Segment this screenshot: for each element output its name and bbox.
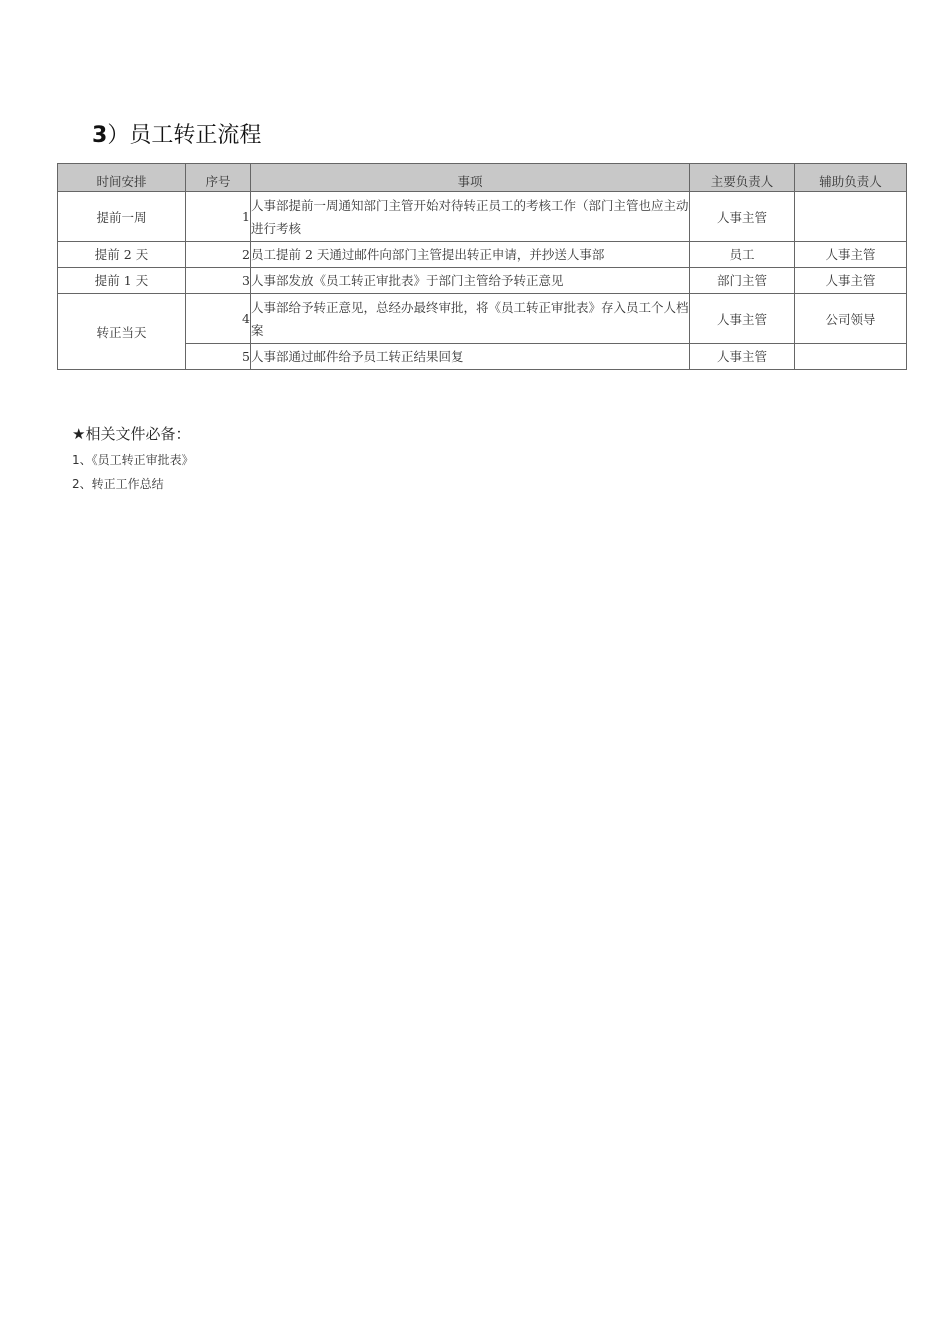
- cell-seq: 4: [186, 294, 251, 344]
- header-item: 事项: [251, 164, 690, 192]
- header-main-owner: 主要负责人: [690, 164, 795, 192]
- cell-seq: 1: [186, 192, 251, 242]
- cell-time: 提前一周: [58, 192, 186, 242]
- table-row: [58, 192, 907, 242]
- cell-main-owner: 员工: [690, 242, 795, 268]
- cell-main-owner: 人事主管: [690, 294, 795, 344]
- cell-item: 员工提前 2 天通过邮件向部门主管提出转正申请，并抄送人事部: [251, 242, 690, 268]
- probation-process-table: [57, 163, 907, 370]
- table-header-row: [58, 164, 907, 192]
- cell-assist-owner: 人事主管: [795, 268, 907, 294]
- cell-time: 转正当天: [58, 294, 186, 370]
- table-row: [58, 344, 907, 370]
- required-doc-item: 2、转正工作总结: [72, 477, 164, 491]
- header-seq: 序号: [186, 164, 251, 192]
- cell-seq: 2: [186, 242, 251, 268]
- cell-assist-owner: [795, 192, 907, 242]
- required-doc-item: 1、《员工转正审批表》: [72, 453, 194, 467]
- cell-assist-owner: 公司领导: [795, 294, 907, 344]
- cell-item: 人事部通过邮件给予员工转正结果回复: [251, 344, 690, 370]
- cell-item: 人事部给予转正意见，总经办最终审批，将《员工转正审批表》存入员工个人档案: [251, 294, 690, 344]
- cell-assist-owner: [795, 344, 907, 370]
- cell-item: 人事部发放《员工转正审批表》于部门主管给予转正意见: [251, 268, 690, 294]
- table-row: [58, 242, 907, 268]
- cell-assist-owner: 人事主管: [795, 242, 907, 268]
- cell-time: 提前 2 天: [58, 242, 186, 268]
- section-title: [92, 118, 261, 149]
- section-number: 3: [92, 123, 108, 148]
- cell-time: 提前 1 天: [58, 268, 186, 294]
- header-assist-owner: 辅助负责人: [795, 164, 907, 192]
- cell-main-owner: 人事主管: [690, 344, 795, 370]
- cell-main-owner: 部门主管: [690, 268, 795, 294]
- cell-main-owner: 人事主管: [690, 192, 795, 242]
- table-row: [58, 268, 907, 294]
- header-time: 时间安排: [58, 164, 186, 192]
- section-title-text: ）员工转正流程: [107, 123, 262, 148]
- cell-item: 人事部提前一周通知部门主管开始对待转正员工的考核工作（部门主管也应主动进行考核: [251, 192, 690, 242]
- cell-seq: 3: [186, 268, 251, 294]
- table-row: [58, 294, 907, 344]
- required-docs-heading: ★相关文件必备：: [72, 425, 191, 443]
- cell-seq: 5: [186, 344, 251, 370]
